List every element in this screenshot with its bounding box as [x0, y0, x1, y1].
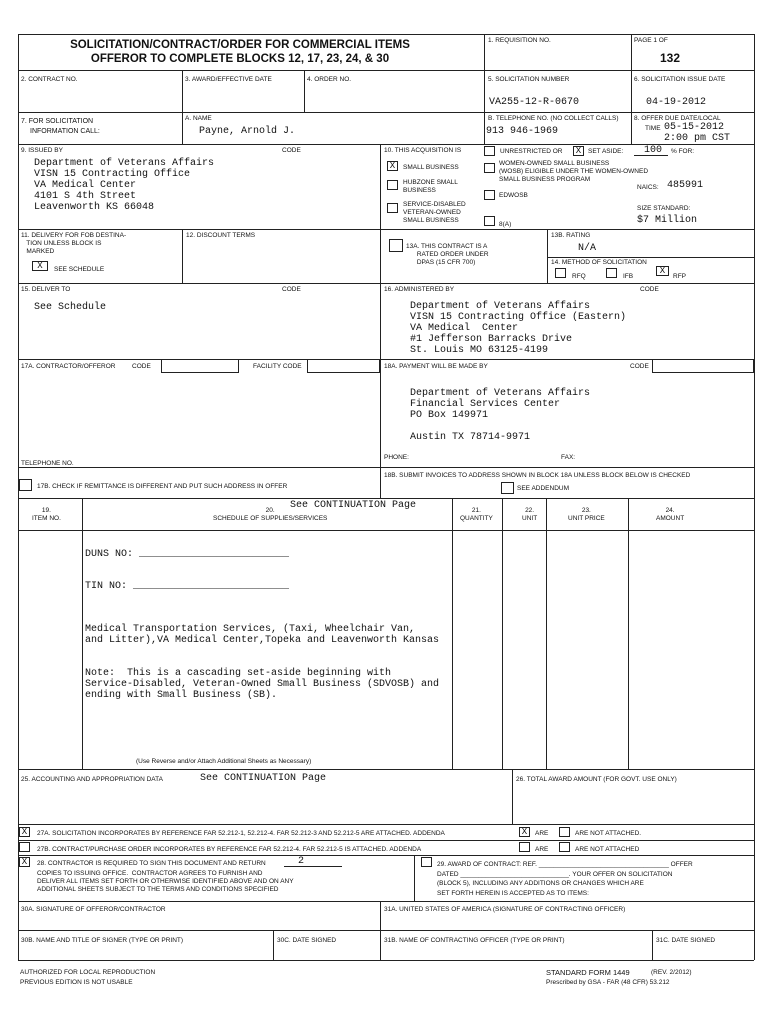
rfp-checkbox[interactable]: X [656, 266, 669, 276]
form-number: STANDARD FORM 1449 [546, 968, 630, 977]
contractor-code-field[interactable] [161, 359, 239, 373]
27b-are-checkbox[interactable] [519, 842, 530, 852]
27b-are-label: ARE [535, 846, 549, 853]
accounting-data-label: 25. ACCOUNTING AND APPROPRIATION DATA [21, 776, 163, 783]
phone-label: PHONE: [384, 454, 409, 461]
contract-no-label: 2. CONTRACT NO. [21, 76, 78, 83]
rfq-checkbox[interactable] [555, 268, 566, 278]
telephone-no-label: TELEPHONE NO. [21, 460, 74, 467]
issue-date-label: 6. SOLICITATION ISSUE DATE [634, 76, 726, 83]
eight-a-checkbox[interactable] [484, 216, 495, 226]
eight-a-label: 8(A) [499, 221, 512, 228]
signature-offeror-label: 30A. SIGNATURE OF OFFEROR/CONTRACTOR [21, 906, 166, 913]
contractor-code-label: CODE [132, 363, 151, 370]
sdvosb-label: SERVICE-DISABLED VETERAN-OWNED SMALL BUSINESS [403, 201, 466, 224]
information-call-label: INFORMATION CALL: [30, 128, 100, 135]
submit-invoices-label: 18B. SUBMIT INVOICES TO ADDRESS SHOWN IN BLOCK 18A UNLESS BLOCK BELOW IS CHECKED [384, 472, 691, 479]
set-aside-checkbox[interactable]: X [573, 146, 584, 156]
payment-code-label: CODE [630, 363, 649, 370]
signature-officer-label: 31A. UNITED STATES OF AMERICA (SIGNATURE OF CONTRACTING OFFICER) [384, 906, 626, 913]
facility-code-label: FACILITY CODE [253, 363, 302, 370]
offer-due-date[interactable]: 05-15-2012 [664, 122, 725, 133]
solicitation-no[interactable]: VA255-12-R-0670 [489, 97, 580, 108]
hubzone-label: HUBZONE SMALL BUSINESS [403, 179, 458, 194]
requisition-no-label: 1. REQUISITION NO. [488, 37, 551, 44]
rfp-label: RFP [673, 273, 686, 280]
issue-date[interactable]: 04-19-2012 [646, 97, 707, 108]
footer-reproduction: AUTHORIZED FOR LOCAL REPRODUCTION [20, 969, 156, 976]
size-standard: $7 Million [637, 215, 698, 226]
award-date-label: 3. AWARD/EFFECTIVE DATE [185, 76, 272, 83]
time-label: TIME [645, 125, 661, 132]
27a-are-not-label: ARE NOT ATTACHED. [575, 830, 642, 837]
block-28-label: 28. CONTRACTOR IS REQUIRED TO SIGN THIS DOCUMENT AND RETURN [37, 860, 266, 867]
total-award-label: 26. TOTAL AWARD AMOUNT (FOR GOVT. USE ONLY) [516, 776, 677, 783]
duns-no[interactable]: DUNS NO: _________________________ [85, 549, 290, 560]
offer-due-label: 8. OFFER DUE DATE/LOCAL [634, 115, 721, 122]
issued-by-code-label: CODE [282, 147, 301, 154]
hubzone-checkbox[interactable] [387, 180, 398, 190]
block-28-terms: COPIES TO ISSUING OFFICE. CONTRACTOR AGREES TO FURNISH AND DELIVER ALL ITEMS SET FORTH OR OTHERWISE IDENTIFIED ABOVE AND ON ANY ADDITIONAL SHEETS SUBJECT TO THE TERMS AND CONDITIONS SPECIFIED [37, 870, 294, 893]
deliver-to-label: 15. DELIVER TO [21, 286, 71, 293]
edwosb-label: EDWOSB [499, 192, 528, 199]
telephone-no[interactable]: 913 946-1969 [486, 126, 559, 137]
name-label: A. NAME [185, 115, 212, 122]
footer-edition: PREVIOUS EDITION IS NOT USABLE [20, 979, 133, 986]
rated-order-checkbox[interactable] [389, 239, 403, 252]
see-schedule-label: SEE SCHEDULE [54, 266, 105, 273]
solicitation-no-label: 5. SOLICITATION NUMBER [488, 76, 570, 83]
wosb-checkbox[interactable] [484, 163, 495, 173]
clause-27a-checkbox[interactable]: X [19, 827, 30, 837]
acquisition-label: 10. THIS ACQUISITION IS [384, 147, 462, 154]
block-28-checkbox[interactable]: X [19, 857, 30, 867]
for-solicitation-label: 7. FOR SOLICITATION [21, 118, 94, 125]
27a-are-checkbox[interactable]: X [519, 827, 530, 837]
deliver-to-code-label: CODE [282, 286, 301, 293]
delivery-fob-label: 11. DELIVERY FOR FOB DESTINA- TION UNLESS BLOCK IS MARKED [21, 232, 127, 255]
set-aside-note: Note: This is a cascading set-aside beginning with Service-Disabled, Veteran-Owned Small Business (SDVOSB) and ending with Small Business (SB). [85, 668, 440, 701]
accounting-data-value: See CONTINUATION Page [200, 773, 327, 784]
copies-count[interactable]: 2 [298, 856, 305, 867]
discount-terms-label: 12. DISCOUNT TERMS [186, 232, 256, 239]
rated-order-label: 13A. THIS CONTRACT IS A RATED ORDER UNDER DPAS (15 CFR 700) [406, 243, 489, 266]
copies-underline [284, 866, 342, 867]
size-standard-label: SIZE STANDARD: [637, 205, 691, 212]
27b-are-not-label: ARE NOT ATTACHED [575, 846, 640, 853]
27a-are-label: ARE [535, 830, 549, 837]
ifb-label: IFB [623, 273, 634, 280]
naics-code: 485991 [667, 180, 704, 191]
date-signed-30c-label: 30C. DATE SIGNED [277, 937, 337, 944]
set-aside-label: SET ASIDE: [588, 148, 624, 155]
small-business-checkbox[interactable]: X [387, 161, 398, 171]
facility-code-field[interactable] [307, 359, 380, 373]
fax-label: FAX: [561, 454, 576, 461]
27a-are-not-checkbox[interactable] [559, 827, 570, 837]
administered-by-code-label: CODE [640, 286, 659, 293]
administered-by-label: 16. ADMINISTERED BY [384, 286, 455, 293]
schedule-header: 20. SCHEDULE OF SUPPLIES/SERVICES [213, 507, 328, 522]
date-signed-31c-label: 31C. DATE SIGNED [656, 937, 716, 944]
deliver-to-value: See Schedule [34, 302, 107, 313]
tin-no[interactable]: TIN NO: __________________________ [85, 581, 290, 592]
percent-for-label: % FOR: [671, 148, 695, 155]
block-29-checkbox[interactable] [421, 857, 432, 867]
addendum-checkbox[interactable] [501, 482, 514, 494]
issued-by-label: 9. ISSUED BY [21, 147, 63, 154]
unit-price-header: 23. UNIT PRICE [568, 507, 605, 522]
unit-header: 22. UNIT [522, 507, 538, 522]
page-label: PAGE 1 OF [634, 37, 668, 44]
prescribed-by: Prescribed by GSA - FAR (48 CFR) 53.212 [546, 979, 670, 986]
service-description: Medical Transportation Services, (Taxi, Wheelchair Van, and Litter),VA Medical Center,Topeka and Leavenworth Kansas [85, 624, 440, 646]
small-business-label: SMALL BUSINESS [403, 164, 459, 171]
offer-due-time[interactable]: 2:00 pm CST [664, 133, 731, 144]
ifb-checkbox[interactable] [606, 268, 617, 278]
rating-value: N/A [578, 243, 597, 254]
unrestricted-label: UNRESTRICTED OR [500, 148, 563, 155]
reverse-sheet-note: (Use Reverse and/or Attach Additional Sheets as Necessary) [136, 758, 312, 765]
continuation-note: See CONTINUATION Page [290, 500, 417, 511]
telephone-label: B. TELEPHONE NO. (NO COLLECT CALLS) [488, 115, 619, 122]
signer-name-label: 30B. NAME AND TITLE OF SIGNER (TYPE OR PRINT) [21, 937, 184, 944]
block-29-label: 29. AWARD OF CONTRACT: REF. ____________________________________ OFFER DATED ______________________________. YOUR OFFER ON SOLICITATION (BLOCK 5), INCLUDING ANY ADDITIONS OR CHANGES WHICH ARE SET FORTH HEREIN IS ACCEPTED AS TO ITEMS: [437, 861, 693, 897]
payment-label: 18A. PAYMENT WILL BE MADE BY [384, 363, 488, 370]
27b-are-not-checkbox[interactable] [559, 842, 570, 852]
clause-27b-checkbox[interactable] [19, 842, 30, 852]
item-no-header: 19. ITEM NO. [32, 507, 61, 522]
edwosb-checkbox[interactable] [484, 190, 495, 200]
see-schedule-checkbox[interactable]: X [32, 261, 48, 271]
amount-header: 24. AMOUNT [656, 507, 685, 522]
payment-code-field[interactable] [652, 359, 754, 373]
see-addendum-label: SEE ADDENDUM [517, 485, 570, 492]
contact-name[interactable]: Payne, Arnold J. [199, 126, 296, 137]
remittance-checkbox[interactable] [19, 479, 32, 491]
remittance-label: 17B. CHECK IF REMITTANCE IS DIFFERENT AND PUT SUCH ADDRESS IN OFFER [37, 483, 288, 490]
administered-by-address: Department of Veterans Affairs VISN 15 Contracting Office (Eastern) VA Medical Center #1 Jefferson Barracks Drive St. Louis MO 63125-4199 [410, 301, 627, 356]
set-aside-percent: 100 [644, 145, 663, 156]
unrestricted-checkbox[interactable] [484, 146, 495, 156]
sdvosb-checkbox[interactable] [387, 203, 398, 213]
form-subtitle: OFFEROR TO COMPLETE BLOCKS 12, 17, 23, 24, & 30 [90, 53, 390, 65]
page-total: 132 [660, 51, 681, 65]
payment-address: Department of Veterans Affairs Financial Services Center PO Box 149971 Austin TX 78714-9971 [410, 388, 591, 443]
issued-by-address: Department of Veterans Affairs VISN 15 Contracting Office VA Medical Center 4101 S 4th Street Leavenworth KS 66048 [34, 158, 215, 213]
form-title: SOLICITATION/CONTRACT/ORDER FOR COMMERCIAL ITEMS [70, 39, 410, 51]
naics-label: NAICS: [637, 184, 659, 191]
rfq-label: RFQ [572, 273, 586, 280]
contractor-label: 17A. CONTRACTOR/OFFEROR [21, 363, 116, 370]
form-revision: (REV. 2/2012) [651, 969, 692, 976]
clause-27b-label: 27B. CONTRACT/PURCHASE ORDER INCORPORATES BY REFERENCE FAR 52.212-4. FAR 52.212-5 IS ATTACHED. ADDENDA [37, 846, 422, 853]
wosb-label: WOMEN-OWNED SMALL BUSINESS (WOSB) ELIGIBLE UNDER THE WOMEN-OWNED SMALL BUSINESS PROGRAM [499, 160, 649, 183]
method-label: 14. METHOD OF SOLICITATION [551, 259, 647, 266]
clause-27a-label: 27A. SOLICITATION INCORPORATES BY REFERENCE FAR 52.212-1, 52.212-4. FAR 52.212-3 AND 52.212-5 ARE ATTACHED. ADDENDA [37, 830, 445, 837]
quantity-header: 21. QUANTITY [460, 507, 493, 522]
rating-label: 13B. RATING [551, 232, 591, 239]
officer-name-label: 31B. NAME OF CONTRACTING OFFICER (TYPE OR PRINT) [384, 937, 565, 944]
order-no-label: 4. ORDER NO. [307, 76, 352, 83]
